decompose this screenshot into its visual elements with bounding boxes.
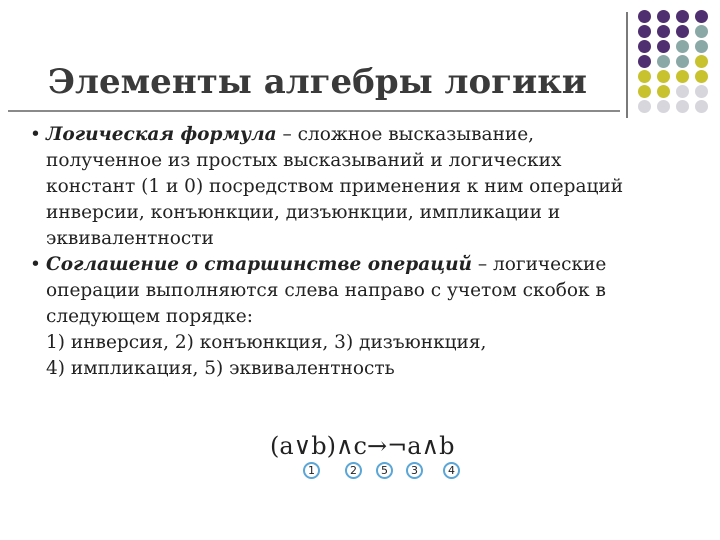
definition-logical-formula: – сложное высказывание, полученное из простых высказываний и логических констант (1 и 0) посредством применения к ним операций инверсии, конъюнкции, дизъюнкции, импликации и эквивалентности	[46, 124, 624, 249]
decorative-dot	[638, 55, 651, 68]
slide-title: Элементы алгебры логики	[48, 62, 588, 102]
decorative-dot	[638, 10, 651, 23]
decorative-dot	[638, 70, 651, 83]
decorative-dot	[695, 100, 708, 113]
term-logical-formula: Логическая формула	[46, 124, 277, 145]
decorative-dot	[657, 85, 670, 98]
definition-operation-precedence: – логические операции выполняются слева направо с учетом скобок в следующем порядке:	[46, 254, 607, 327]
order-marker: 2	[345, 462, 362, 479]
vertical-divider	[626, 12, 628, 118]
decorative-dot	[676, 85, 689, 98]
decorative-dot	[695, 70, 708, 83]
decorative-dot	[638, 85, 651, 98]
decorative-dot	[657, 25, 670, 38]
decorative-dot	[695, 25, 708, 38]
decorative-dot	[657, 70, 670, 83]
decorative-dot	[638, 40, 651, 53]
decorative-dot	[695, 40, 708, 53]
decorative-dot	[657, 55, 670, 68]
decorative-dot	[695, 55, 708, 68]
decorative-dot	[676, 70, 689, 83]
decorative-dot	[695, 85, 708, 98]
term-operation-precedence: Соглашение о старшинстве операций	[46, 254, 472, 275]
decorative-dot	[638, 100, 651, 113]
order-marker: 4	[443, 462, 460, 479]
decorative-dot-grid	[638, 10, 718, 120]
decorative-dot	[676, 100, 689, 113]
horizontal-divider	[8, 110, 620, 112]
decorative-dot	[676, 40, 689, 53]
decorative-dot	[695, 10, 708, 23]
decorative-dot	[676, 55, 689, 68]
decorative-dot	[657, 100, 670, 113]
example-formula: (a∨b)∧c→¬a∧b	[270, 432, 455, 460]
bullet-logical-formula	[30, 122, 650, 252]
decorative-dot	[638, 25, 651, 38]
bullet-operation-precedence	[30, 252, 650, 330]
precedence-line-1: 1) инверсия, 2) конъюнкция, 3) дизъюнкция,	[46, 332, 487, 353]
order-marker: 5	[376, 462, 393, 479]
decorative-dot	[657, 10, 670, 23]
decorative-dot	[676, 25, 689, 38]
order-marker: 1	[303, 462, 320, 479]
decorative-dot	[657, 40, 670, 53]
decorative-dot	[676, 10, 689, 23]
precedence-line-2: 4) импликация, 5) эквивалентность	[46, 358, 395, 379]
slide-body	[30, 122, 650, 382]
order-marker: 3	[406, 462, 423, 479]
